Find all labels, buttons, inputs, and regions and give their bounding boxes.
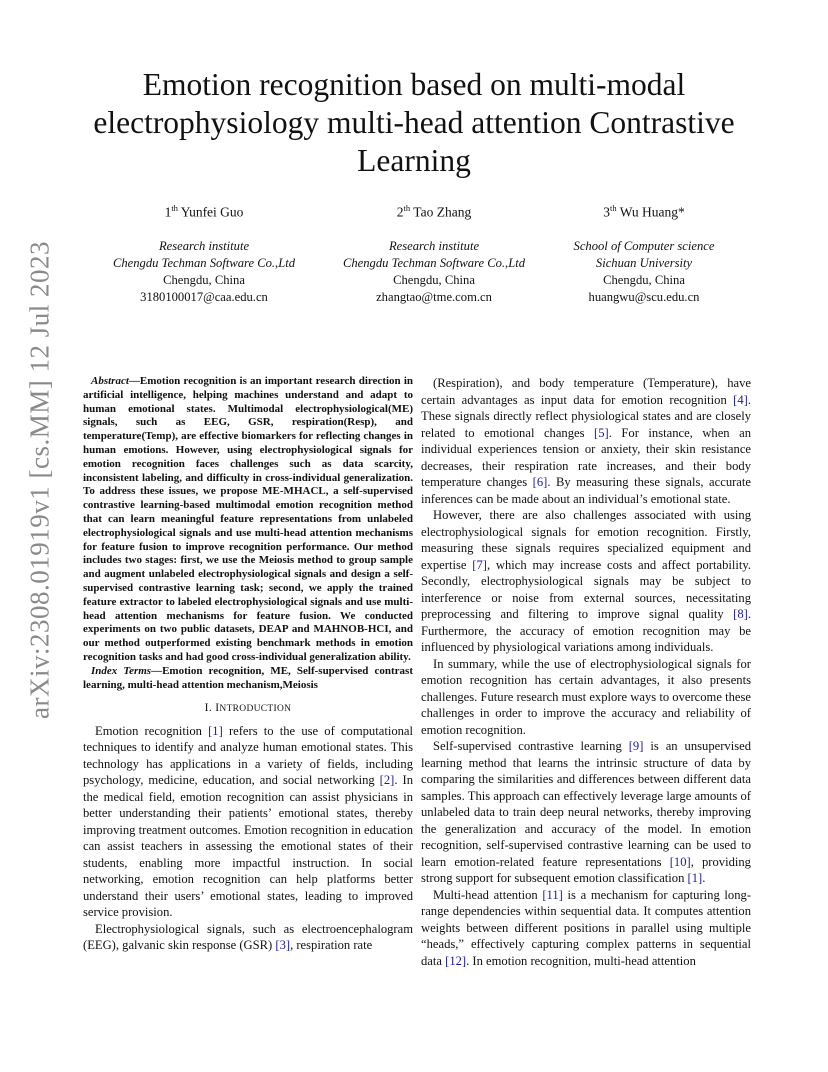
paragraph-text: . Furthermore, the accuracy of emotion recognition may be influenced by physiological variations among individuals. [421, 607, 751, 654]
citation-link[interactable]: [3] [275, 938, 291, 953]
index-terms-text: —Emotion recognition, ME, Self-supervised contrast learning, multi-head attention mechanism,Meiosis [83, 664, 413, 691]
paragraph-text: . By measuring these signals, accurate inferences can be made about an individual’s emotional state. [421, 475, 751, 506]
paragraph [83, 723, 413, 921]
abstract-label: Abstract [91, 375, 129, 387]
index-terms-label: Index Terms [91, 664, 152, 677]
paragraph-text: refers to the use of computational techniques to identify and analyze human emotional states. This technology has applications in a variety of fields, including psychology, medicine, education, and social networking [83, 723, 414, 788]
citation-link[interactable]: [9] [628, 739, 644, 753]
paragraph-text: , providing strong support for subsequent emotion classification [421, 854, 751, 885]
author-email[interactable]: huangwu@scu.edu.cn [588, 289, 700, 304]
paragraph-text: Emotion recognition [95, 723, 209, 738]
author-organization: Chengdu Techman Software Co.,Ltd [342, 255, 526, 270]
author-institute: Research institute [388, 238, 480, 253]
right-column [421, 375, 751, 969]
citation-link[interactable]: [8] [733, 607, 748, 621]
author-2 [314, 200, 554, 306]
author-block [84, 200, 754, 310]
author-institute: Research institute [158, 238, 250, 253]
citation-link[interactable]: [2] [379, 773, 395, 788]
author-name: 1th Yunfei Guo [164, 203, 244, 220]
author-name: 3th Wu Huang* [603, 203, 685, 220]
paragraph-text: Electrophysiological signals, such as electroencephalogram (EEG), galvanic skin response (GSR) [83, 921, 413, 953]
paragraph-text: is an unsupervised learning method that learns the intrinsic structure of data by comparing the similarities and differences between different data samples. This approach can effectively leverage large amounts of unlabeled data to train deep neural networks, thereby improving the generalization and accuracy of the model. In emotion recognition, self-supervised contrastive learning can be used to learn emotion-related feature representations [421, 739, 751, 869]
section-numeral: I. [204, 701, 216, 715]
paragraph-text: . [702, 871, 706, 885]
paragraph [421, 738, 751, 887]
paragraph [421, 656, 751, 739]
left-body [83, 723, 413, 954]
author-email[interactable]: 3180100017@caa.edu.cn [140, 289, 268, 304]
paragraph-text: . For instance, when an individual experiences tension or anxiety, their skin resistance decreases, their respiration rate increases, and their body temperature changes [421, 425, 752, 489]
section-rest: NTRODUCTION [219, 704, 292, 715]
author-organization: Sichuan University [595, 255, 693, 270]
author-institute: School of Computer science [573, 238, 715, 253]
arxiv-identifier: arXiv:2308.01919v1 [cs.MM] 12 Jul 2023 [24, 241, 55, 719]
author-1 [84, 200, 324, 306]
paragraph-text: , which may increase costs and affect portability. Secondly, electrophysiological signals may be subject to interference or noise from external sources, necessitating preprocessing and filtering to improve signal quality [421, 557, 751, 621]
citation-link[interactable]: [7] [472, 557, 487, 572]
paragraph-text: . These signals directly reflect physiological states and are closely related to emotional changes [421, 392, 751, 440]
paragraph-text: . In emotion recognition, multi-head attention [466, 953, 696, 968]
citation-link[interactable]: [11] [542, 887, 563, 902]
citation-link[interactable]: [10] [669, 854, 691, 869]
author-3 [524, 200, 764, 306]
author-organization: Chengdu Techman Software Co.,Ltd [112, 255, 296, 270]
paragraph [83, 921, 413, 954]
paper-title: Emotion recognition based on multi-modal electrophysiology multi-head attention Contrastive Learning [93, 67, 735, 178]
paragraph [421, 507, 751, 656]
paragraph-text: In summary, while the use of electrophysiological signals for emotion recognition has certain advantages, it also presents challenges. Future research must explore ways to overcome these challenges in order to improve the accuracy and reliability of emotion recognition. [421, 656, 751, 737]
paragraph-text: Self-supervised contrastive learning [433, 739, 629, 753]
author-name: 2th Tao Zhang [396, 203, 472, 220]
paragraph-text: However, there are also challenges associated with using electrophysiological signals for emotion recognition. Firstly, measuring these signals requires specialized equipment and expertise [421, 508, 751, 572]
paragraph-text: is a mechanism for capturing long-range dependencies within sequential data. It computes attention weights between different positions in parallel using multiple “heads,” effectively capturing complex patterns in sequential data [421, 887, 752, 968]
citation-link[interactable]: [4] [733, 392, 748, 407]
citation-link[interactable]: [1] [687, 871, 703, 885]
paragraph-text: (Respiration), and body temperature (Temperature), have certain advantages as input data for emotion recognition [421, 376, 751, 407]
section-initial: I [215, 701, 220, 715]
paragraph [421, 375, 751, 507]
section-heading [83, 700, 413, 718]
author-city: Chengdu, China [163, 272, 245, 287]
citation-link[interactable]: [6] [532, 475, 548, 489]
citation-link[interactable]: [1] [208, 723, 223, 738]
abstract-text: —Emotion recognition is an important research direction in artificial intelligence, helping machines understand and adapt to human emotional states. Multimodal electrophysiological(ME) signals, such as EEG, GSR, respiration(Resp), and temperature(Temp), are effective biomarkers for reflecting changes in human emotions. However, using electrophysiological signals for emotion recognition faces challenges such as data scarcity, inconsistent labeling, and difficulty in cross-individual generalization. To address these issues, we propose ME-MHACL, a self-supervised contrastive learning-based multimodal emotion recognition method that can learn meaningful feature representations from unlabeled electrophysiological signals and use multi-head attention mechanisms for feature fusion to improve recognition performance. Our method includes two stages: first, we use the Meiosis method to group sample and augment unlabeled electrophysiological signals and design a self-supervised contrastive learning task; second, we apply the trained feature extractor to labeled electrophysiological signals and use multi-head attention mechanisms for feature fusion. We conducted experiments on two public datasets, DEAP and MAHNOB-HCI, and our method outperformed existing benchmark methods in emotion recognition tasks and had good cross-individual generalization ability. [83, 375, 413, 663]
paragraph [421, 887, 751, 970]
right-body [421, 375, 751, 969]
citation-link[interactable]: [5] [594, 425, 609, 440]
index-terms [83, 665, 413, 693]
left-column [83, 375, 413, 954]
author-city: Chengdu, China [603, 272, 685, 287]
arxiv-side-stamp [24, 241, 55, 719]
author-email[interactable]: zhangtao@tme.com.cn [376, 289, 492, 304]
citation-link[interactable]: [12] [445, 953, 467, 968]
paragraph-text: , respiration rate [290, 938, 373, 953]
abstract [83, 375, 413, 665]
paragraph-text: . In the medical field, emotion recognition can assist physicians in better understanding their patients’ emotional states, thereby improving treatment outcomes. Emotion recognition in education can assist teachers in assessing the emotional states of their students, enabling more impactful instruction. In social networking, emotion recognition can help platforms better understand their users’ emotional states, leading to improved service provision. [83, 773, 413, 920]
paragraph-text: Multi-head attention [433, 887, 543, 902]
author-city: Chengdu, China [393, 272, 475, 287]
